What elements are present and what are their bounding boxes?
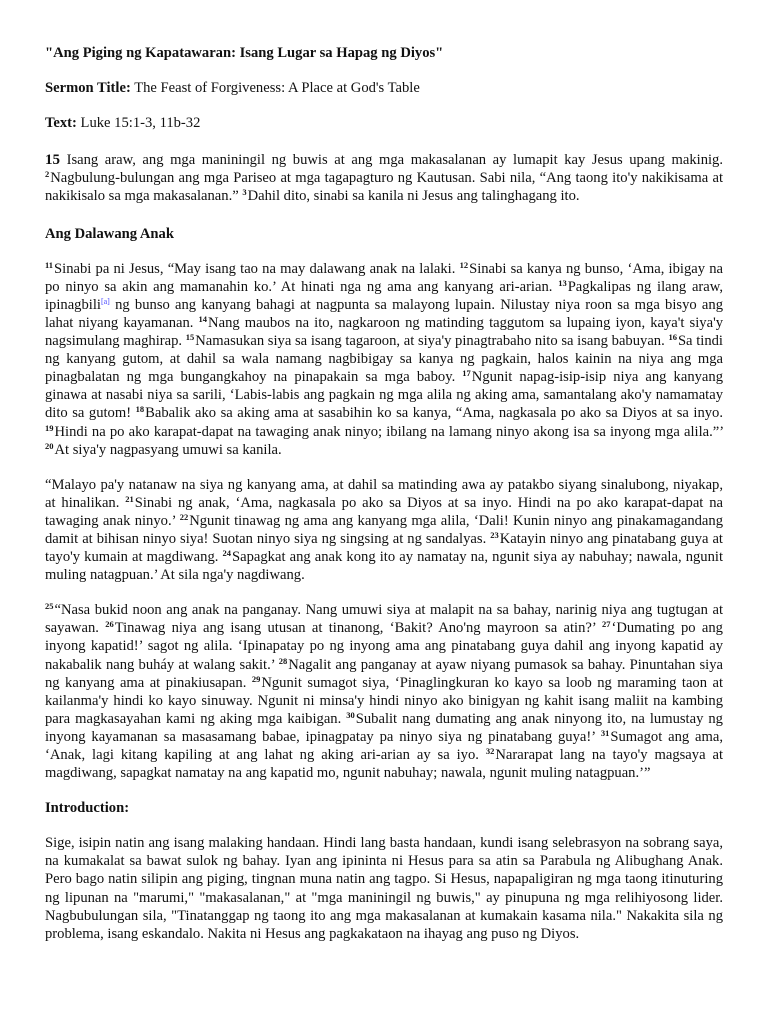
verse-text: Nagalit ang panganay at ayaw niyang pumasok sa bahay. Pinuntahan siya ng kanyang ama at pinakiusapan. [45,656,723,691]
verse-text: Sumagot ang ama, ‘Anak, lagi kitang kapiling at ang lahat ng aking ari-arian ay sa iyo. [45,728,723,763]
verse-number: 22 [179,511,189,522]
verse-number: 14 [198,313,208,324]
verse-text: Namasukan siya sa isang tagaroon, at siya'y pinagtrabaho nito sa isang babuyan. [195,333,665,350]
verse-text: Ngunit sumagot siya, ‘Pinaglingkuran ko kayo sa loob ng maraming taon at kailanma'y hindi ko kayo sinuway. Ngunit ni minsa'y hindi ninyo ako binigyan ng kahit isang maliit na kambing para magkasayahan kami ng aking mga kaibigan. [45,674,724,727]
verse-number: 2 [45,169,50,180]
section-heading-two-sons: Ang Dalawang Anak [45,225,174,242]
sermon-title-label: Sermon Title: [45,80,131,97]
verse-text: Sapagkat ang anak kong ito ay namatay na, ngunit siya ay nabuhay; nawala, ngunit muling natagpuan.’ At sila nga'y nagdiwang. [45,549,724,584]
verse-number: 18 [135,404,145,415]
verse-number: 29 [251,673,261,684]
verse-number: 23 [490,529,499,540]
verse-text: “Nasa bukid noon ang anak na panganay. Nang umuwi siya at malapit na sa bahay, narinig niya ang tugtugan at sayawan. [45,602,723,637]
document-title: "Ang Piging ng Kapatawaran: Isang Lugar sa Hapag ng Diyos" [45,45,444,61]
verse-text: At siya'y nagpasyang umuwi sa kanila. [54,441,282,458]
verse-number: 32 [485,746,495,756]
verse-number: 20 [45,440,54,451]
verse-text: Sinabi sa kanya ng bunso, ‘Ama, ibigay na po ninyo sa akin ang mamanahin ko.’ At hinati nga ng ama ang kanyang ari-arian. [45,260,724,295]
verse-number: 25 [45,601,54,612]
verse-number: 15 [185,332,195,343]
section-heading-introduction: Introduction: [45,800,130,817]
verse-text: Tinawag niya ang isang utusan at tinanong, ‘Bakit? Ano'ng mayroon sa atin?’ [114,620,596,637]
chapter-number: 15 [45,152,60,169]
verse-number: 31 [600,727,610,738]
verse-number: 27 [601,619,611,630]
verse-text: Hindi na po ako karapat-dapat na tawaging anak ninyo; ibilang na lamang ninyo akong isa sa inyong mga alila.”’ [54,423,723,440]
verse-text: Nang maubos na ito, nagkaroon ng matinding taggutom sa lupaing iyon, kaya't siya'y nagsimulang maghirap. [45,314,723,350]
verse-number: 28 [278,655,288,666]
introduction-paragraph: Sige, isipin natin ang isang malaking handaan. Hindi lang basta handaan, kundi isang selebrasyon na sobrang saya, na kumakalat sa bawat sulok ng bahay. Iyan ang ipininta ni Hesus para sa atin sa Parabula ng Alibughang Anak. Pero bago natin silipin ang piging, tingnan muna natin ang tagpo. Si Hesus, napapaligiran ng mga taong itinuturing ng lipunan na "marumi," "makasalanan," at "mga maniningil ng buwis," ay pinupuna ng mga relihiyosong lider. Nagbubulungan sila, "Tinatanggap ng taong ito ang mga makasalanan at kumakain kasama nila." Nakakita sila ng problema, isang eskandalo. Nakita ni Hesus ang pagkakataon na ihayag ang puso ng Diyos. [45,835,723,942]
footnote-link[interactable]: [a] [100,296,110,306]
verse-number: 30 [346,709,355,720]
verse-number: 3 [242,187,247,198]
verse-text: Ngunit napag-isip-isip niya ang kanyang ginawa at nasabi niya sa sarili, ‘Labis-labis ang pagkain ng mga alila ng aking ama, samantalang ako'y namamatay dito sa gutom! [45,369,723,422]
verse-text: Isang araw, ang mga maniningil ng buwis at ang mga makasalanan ay lumapit kay Jesus upang makinig. [66,152,723,169]
verse-number: 24 [222,548,232,559]
text-reference-line [45,114,723,132]
verse-number: 12 [459,259,469,270]
verse-text: Subalit nang dumating ang anak ninyong ito, na lumustay ng inyong kayamanan sa masasamang babae, ipinagpatay pa ninyo siya ng pinatabang guya!’ [45,710,723,745]
verse-text: Babalik ako sa aking ama at sasabihin ko sa kanya, “Ama, nagkasala po ako sa Diyos at sa inyo. [145,405,723,422]
verse-number: 17 [462,368,471,379]
verse-text: Pagkalipas ng ilang araw, ipinagbili [45,278,724,313]
verse-number: 13 [558,277,567,288]
verse-number: 16 [668,332,677,343]
verse-text: “Malayo pa'y natanaw na siya ng kanyang ama, at dahil sa matinding awa ay patakbo siyang sinalubong, niyakap, at hinalikan. [45,476,723,511]
verse-text: Dahil dito, sinabi sa kanila ni Jesus ang talinghagang ito. [247,188,580,205]
verse-number: 26 [105,619,114,630]
scripture-paragraph-younger-son [45,260,723,459]
verse-text: Sinabi ng anak, ‘Ama, nagkasala po ako sa Diyos at sa inyo. Hindi na po ako karapat-dapat na tawaging anak ninyo.’ [45,494,724,529]
verse-text: Sa tindi ng kanyang gutom, at dahil sa wala namang nagbibigay sa kanya ng pagkain, halos kainin na niya ang mga pinagbalatan ng mga bungangkahoy na pinapakain sa mga baboy. [45,333,723,386]
text-reference-value: Luke 15:1-3, 11b-32 [80,115,201,132]
scripture-paragraph-elder-son [45,601,723,782]
verse-text: ‘Dumating po ang inyong kapatid!’ sagot ng alila. ‘Ipinapatay po ng inyong ama ang pinatabang guya dahil ang inyong kapatid ay nakabalik nang buháy at walang sakit.’ [45,620,723,673]
scripture-paragraph-return [45,476,723,585]
verse-number: 21 [125,493,134,504]
text-reference-label: Text: [45,115,77,132]
verse-number: 11 [45,259,54,270]
sermon-title-line [45,79,723,97]
sermon-title-value: The Feast of Forgiveness: A Place at God's Table [134,80,420,97]
verse-text: Nararapat lang na tayo'y magsaya at magdiwang, sapagkat namatay na ang kapatid mo, ngunit nabuhay; nawala, ngunit muling natagpuan.’” [45,747,723,782]
scripture-paragraph-intro [45,151,723,205]
verse-text: Sinabi pa ni Jesus, “May isang tao na may dalawang anak na lalaki. [54,260,456,277]
verse-text: ng bunso ang kanyang bahagi at nagpunta sa malayong lupain. Nilustay niya roon sa mga bisyo ang lahat niyang kayamanan. [45,296,723,331]
verse-text: Nagbulung-bulungan ang mga Pariseo at mga tagapagturo ng Kautusan. Sabi nila, “Ang taong ito'y nakikisama at nakikisalo sa mga makasalanan.” [45,170,723,205]
verse-text: Ngunit tinawag ng ama ang kanyang mga alila, ‘Dali! Kunin ninyo ang pinakamagandang damit at bihisan ninyo siya! Suotan ninyo siya ng singsing at ng sandalyas. [45,512,723,547]
verse-text: Katayin ninyo ang pinatabang guya at tayo'y kumain at magdiwang. [45,530,723,566]
verse-number: 19 [45,422,54,433]
